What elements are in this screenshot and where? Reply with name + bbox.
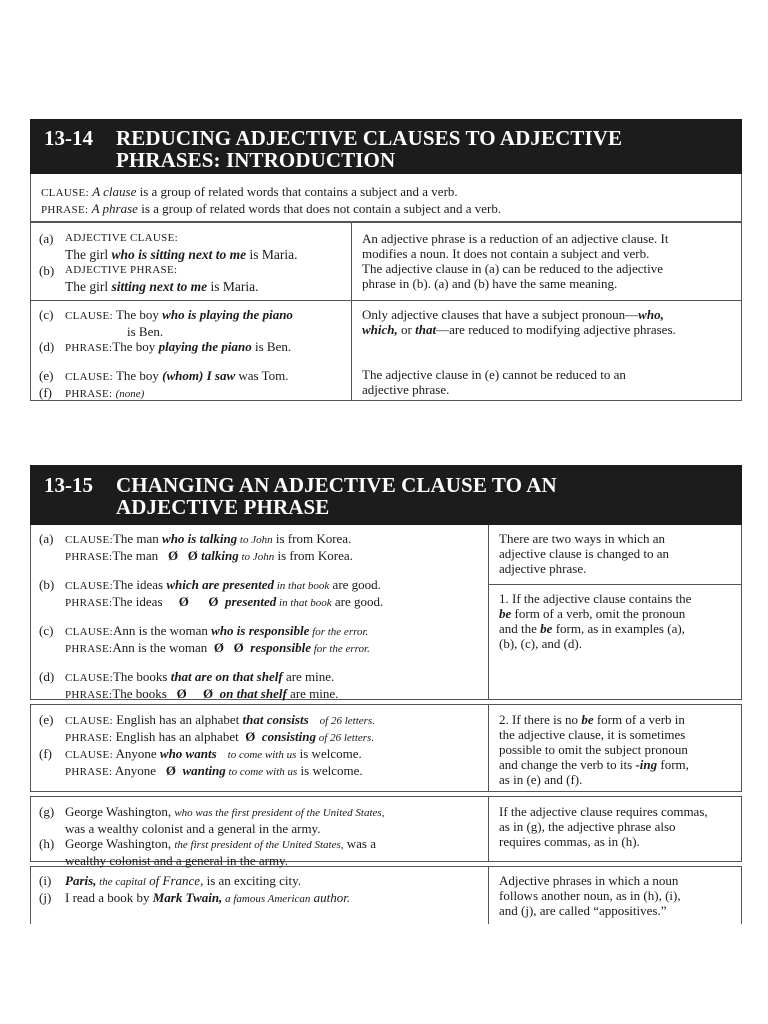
phrase-definition: PHRASE: A phrase is a group of related words that does not contain a subject and a verb.: [41, 201, 502, 216]
table-row: [30, 525, 742, 700]
table-row: [30, 301, 742, 401]
table-row: [30, 704, 742, 792]
explanation-cell: Only adjective clauses that have a subject pronoun—who, which, or that—are reduced to modifying adjective phrases. The adjective clause in (e) cannot be reduced to an adjective phrase.: [362, 307, 676, 397]
clause-definition: CLAUSE: A clause is a group of related words that contains a subject and a verb.: [41, 184, 458, 199]
chart-number: 13-15: [44, 473, 93, 497]
examples-cell: (g) George Washington, who was the first president of the United States, was a wealthy colonist and a general in the army. (h) George Washington, the first president of the United States, was a wealthy colonist and a general in the army.: [31, 797, 489, 861]
chart-header: [30, 465, 742, 525]
explanation-cell: 2. If there is no be form of a verb in the adjective clause, it is sometimes possible to omit the subject pronoun and change the verb to its -ing form, as in (e) and (f).: [499, 712, 689, 787]
examples-cell: (i) Paris, the capital of France, is an exciting city. (j) I read a book by Mark Twain, a famous American author.: [31, 867, 489, 924]
explanation-cell: There are two ways in which an adjective clause is changed to an adjective phrase. 1. If the adjective clause contains the be form of a verb, omit the pronoun and the be form, as in examples (a), (b), (c), and (d).: [489, 525, 741, 699]
definitions: [30, 174, 742, 222]
chart-13-14: [30, 119, 742, 401]
examples-cell: (c) CLAUSE: The boy who is playing the piano is Ben. (d) PHRASE:The boy playing the piano is Ben. (e) CLAUSE: The boy (whom) I saw was Tom. (f) PHRASE: (none): [31, 301, 352, 400]
chart-title: REDUCING ADJECTIVE CLAUSES TO ADJECTIVE PHRASES: INTRODUCTION: [116, 126, 623, 172]
examples-cell: (a) CLAUSE:The man who is talking to John is from Korea. PHRASE:The man Ø Ø talking to John is from Korea. (b) CLAUSE:The ideas which are presented in that book are good. PHRASE:The ideas Ø Ø presented in that book are good. (c) CLAUSE:Ann is the woman who is responsible for the error. PHRASE:Ann is the woman Ø Ø responsible for the error. (d) CLAUSE:The books that are on that shelf are mine. PHRASE:The books Ø Ø on that shelf are mine.: [31, 525, 489, 699]
chart-number: 13-14: [44, 126, 93, 150]
table-row: [30, 866, 742, 924]
examples-cell: (e) CLAUSE: English has an alphabet that consists of 26 letters. PHRASE: English has an alphabet Ø consisting of 26 letters. (f) CLAUSE: Anyone who wants to come with us is welcome. PHRASE: Anyone Ø wanting to come with us is welcome.: [31, 705, 489, 791]
chart-13-15: [30, 465, 742, 924]
examples-cell: (a) ADJECTIVE CLAUSE: The girl who is sitting next to me is Maria. (b) ADJECTIVE PHRASE: The girl sitting next to me is Maria.: [31, 223, 352, 300]
explanation-cell: If the adjective clause requires commas, as in (g), the adjective phrase also requires commas, as in (h).: [499, 804, 708, 849]
table-row: [30, 222, 742, 301]
explanation-cell: An adjective phrase is a reduction of an adjective clause. It modifies a noun. It does not contain a subject and verb. The adjective clause in (a) can be reduced to the adjective phrase in (b). (a) and (b) have the same meaning.: [362, 231, 669, 291]
chart-title: CHANGING AN ADJECTIVE CLAUSE TO AN ADJECTIVE PHRASE: [116, 473, 557, 519]
table-row: [30, 796, 742, 868]
chart-header: [30, 119, 742, 174]
explanation-cell: Adjective phrases in which a noun follows another noun, as in (h), (i), and (j), are called “appositives.”: [499, 873, 681, 918]
